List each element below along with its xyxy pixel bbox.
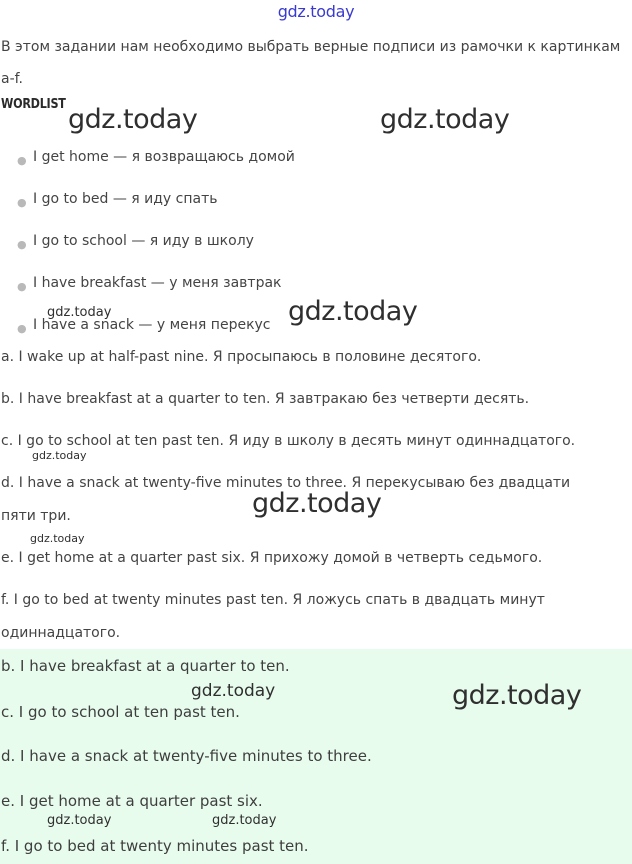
translation-c: c. I go to school at ten past ten. Я иду в школу в десять минут одиннадцатого. bbox=[1, 433, 576, 449]
watermark: gdz.today bbox=[252, 488, 382, 519]
watermark: gdz.today bbox=[47, 813, 112, 828]
answer-line: e. I get home at a quarter past six. bbox=[1, 792, 263, 810]
watermark: gdz.today bbox=[32, 449, 87, 462]
translation-e: e. I get home at a quarter past six. Я прихожу домой в четверть седьмого. bbox=[1, 550, 543, 566]
watermark: gdz.today bbox=[68, 104, 198, 135]
translation-b: b. I have breakfast at a quarter to ten. Я завтракаю без четверти десять. bbox=[1, 391, 530, 407]
wordlist-heading: WORDLIST bbox=[1, 97, 66, 112]
translation-f-continued: одиннадцатого. bbox=[1, 625, 121, 641]
wordlist-item: I go to bed — я иду спать bbox=[33, 191, 218, 207]
translation-a: a. I wake up at half-past nine. Я просыпаюсь в половине десятого. bbox=[1, 349, 482, 365]
wordlist-item: I go to school — я иду в школу bbox=[33, 233, 254, 249]
intro-text: В этом задании нам необходимо выбрать верные подписи из рамочки к картинкам a-f. bbox=[1, 39, 621, 87]
bullet-icon: ● bbox=[17, 238, 27, 251]
wordlist-item: I have a snack — у меня перекус bbox=[33, 317, 271, 333]
bullet-icon: ● bbox=[17, 154, 27, 167]
site-logo[interactable]: gdz.today bbox=[277, 2, 355, 21]
bullet-icon: ● bbox=[17, 280, 27, 293]
watermark: gdz.today bbox=[191, 681, 276, 701]
wordlist-item: I have breakfast — у меня завтрак bbox=[33, 275, 282, 291]
translation-d: d. I have a snack at twenty-five minutes to three. Я перекусываю без двадцати bbox=[1, 475, 571, 491]
translation-f: f. I go to bed at twenty minutes past ten. Я ложусь спать в двадцать минут bbox=[1, 592, 545, 608]
watermark: gdz.today bbox=[452, 680, 582, 711]
watermark: gdz.today bbox=[288, 296, 418, 327]
bullet-icon: ● bbox=[17, 322, 27, 335]
answer-line: f. I go to bed at twenty minutes past ten. bbox=[1, 837, 309, 855]
watermark: gdz.today bbox=[30, 532, 85, 545]
watermark: gdz.today bbox=[47, 305, 112, 320]
answer-line: b. I have breakfast at a quarter to ten. bbox=[1, 657, 290, 675]
wordlist-item: I get home — я возвращаюсь домой bbox=[33, 149, 295, 165]
bullet-icon: ● bbox=[17, 196, 27, 209]
answer-line: d. I have a snack at twenty-five minutes to three. bbox=[1, 747, 372, 765]
answer-line: c. I go to school at ten past ten. bbox=[1, 703, 240, 721]
translation-d-continued: пяти три. bbox=[1, 508, 71, 524]
watermark: gdz.today bbox=[380, 104, 510, 135]
watermark: gdz.today bbox=[212, 813, 277, 828]
